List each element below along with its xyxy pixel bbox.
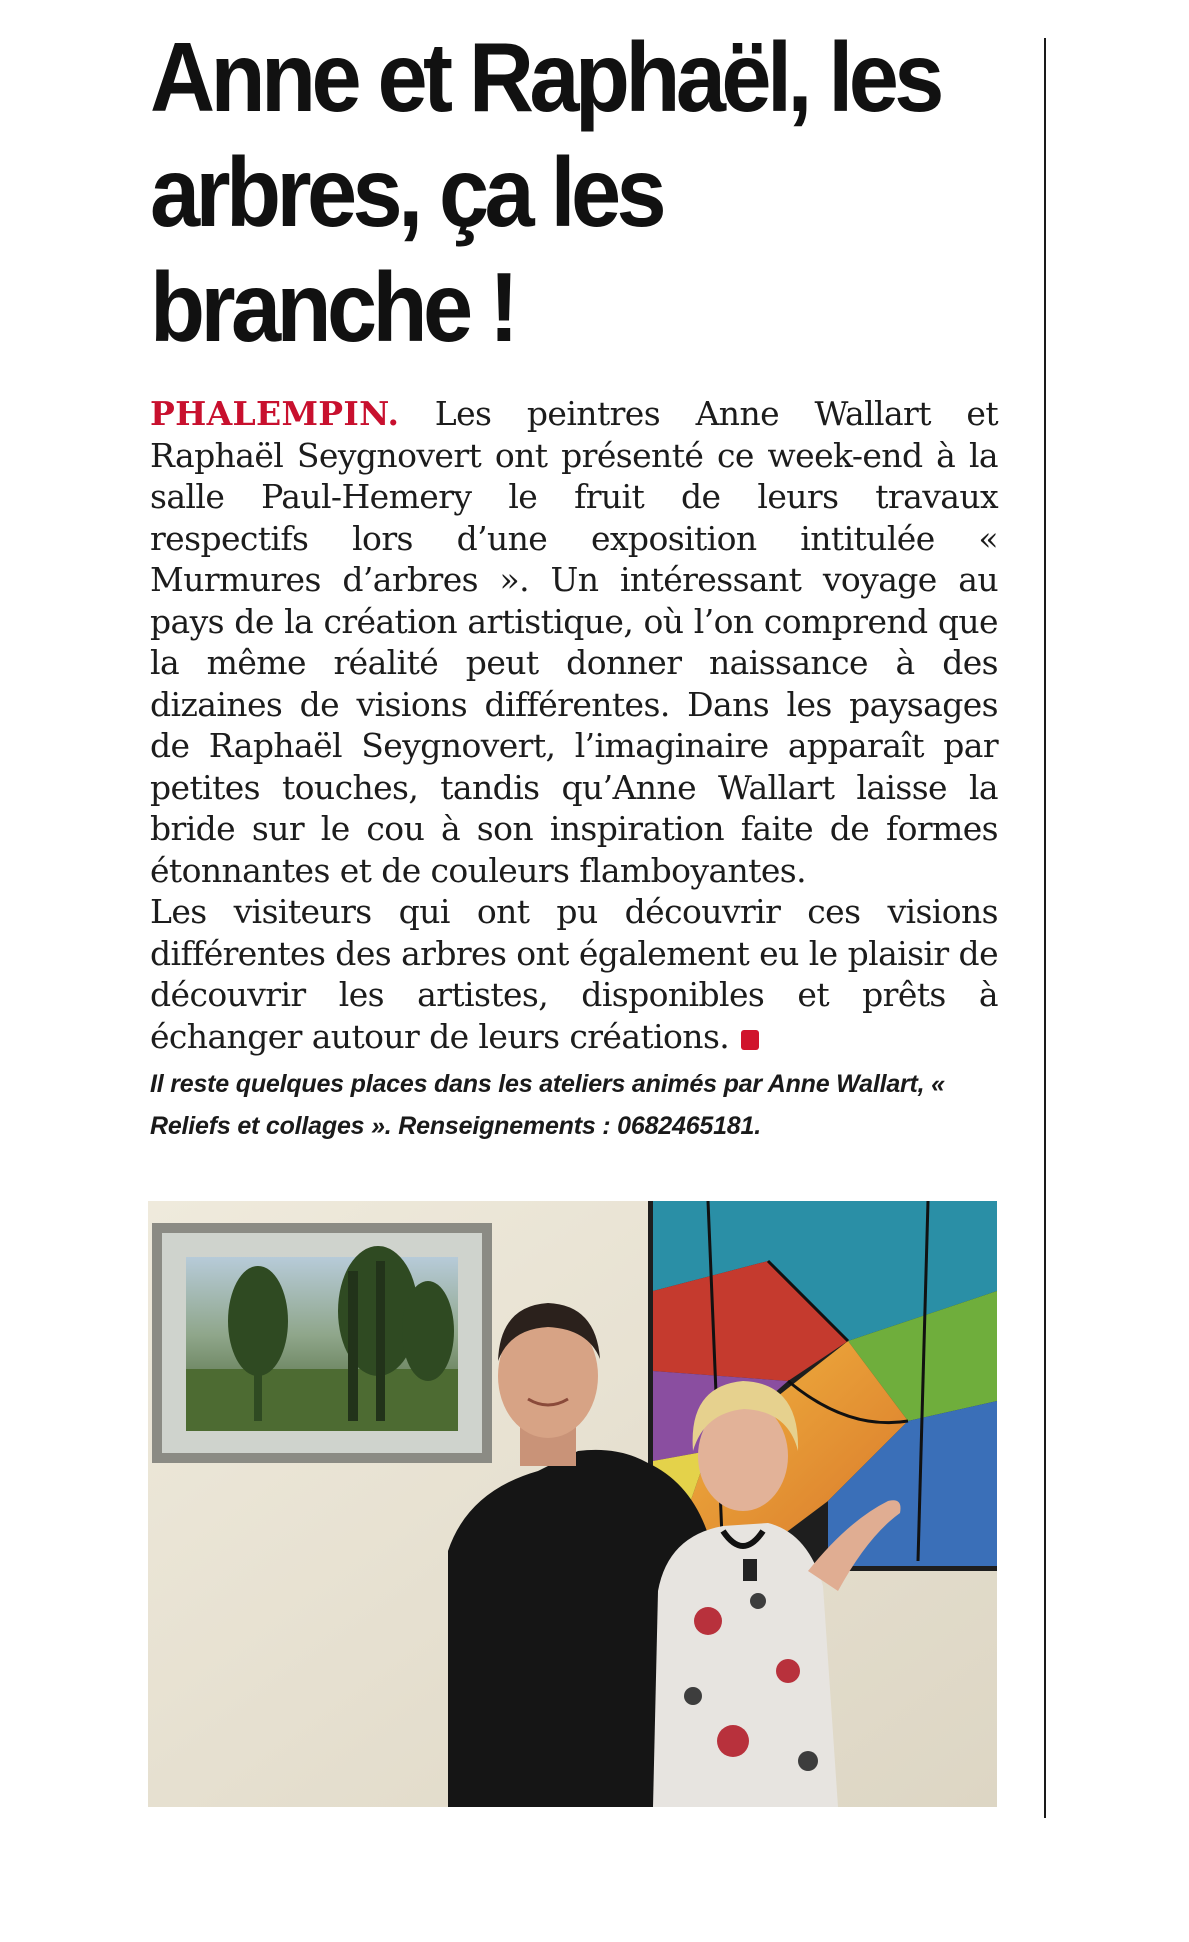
exhibition-photo-illustration — [148, 1201, 997, 1807]
paragraph-2 — [150, 891, 998, 1057]
paragraph-1-text: Les peintres Anne Wallart et Raphaël Seygnovert ont présenté ce week-end à la salle Paul-Hemery le fruit de leurs travaux respectifs lors d’une exposition intitulée « Murmures d’arbres ». Un intéressant voyage au pays de la création artistique, où l’on comprend que la même réalité peut donner naissance à des dizaines de visions différentes. Dans les paysages de Raphaël Seygnovert, l’imaginaire apparaît par petites touches, tandis qu’Anne Wallart laisse la bride sur le cou à son inspiration faite de formes étonnantes et de couleurs flamboyantes. — [150, 394, 998, 890]
landscape-painting — [152, 1223, 492, 1463]
article — [150, 20, 998, 1147]
headline: Anne et Raphaël, les arbres, ça les branche ! — [150, 22, 940, 362]
exhibition-photo — [148, 1201, 997, 1807]
info-note: Il reste quelques places dans les ateliers animés par Anne Wallart, « Reliefs et collages ». Renseignements : 0682465181. — [150, 1070, 945, 1140]
paragraph-1 — [150, 393, 998, 891]
end-of-article-mark — [741, 1030, 759, 1050]
paragraph-2-text: Les visiteurs qui ont pu découvrir ces visions différentes des arbres ont également eu le plaisir de découvrir les artistes, disponibles et prêts à échanger autour de leurs créations. — [150, 892, 998, 1056]
dateline: PHALEMPIN. — [150, 394, 400, 433]
article-body — [150, 393, 998, 1057]
column-rule — [1044, 38, 1046, 1818]
